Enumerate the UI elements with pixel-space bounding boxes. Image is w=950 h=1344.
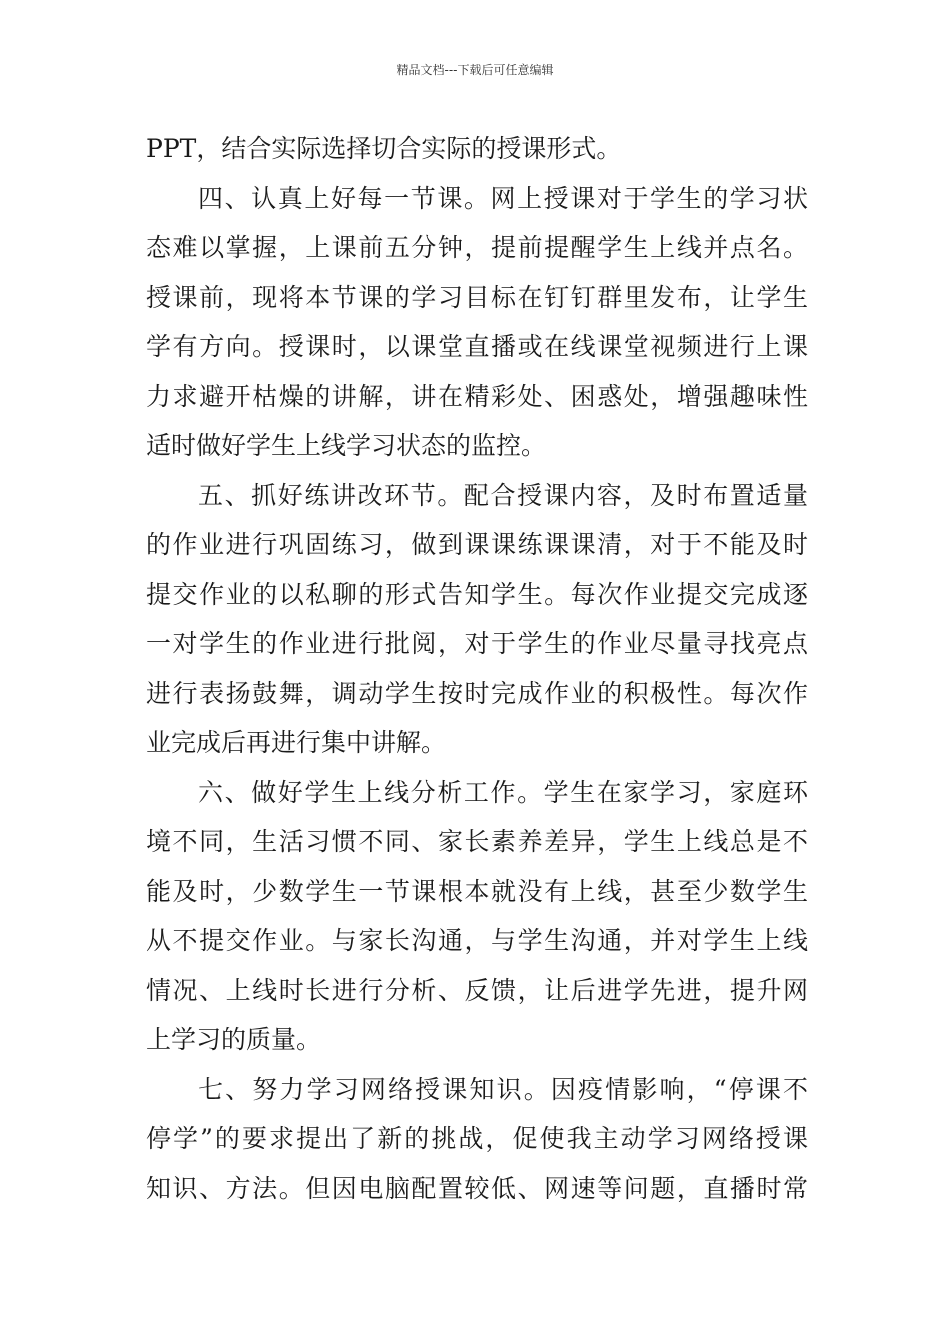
text-line: 的作业进行巩固练习，做到课课练课课清，对于不能及时 — [146, 530, 808, 559]
text-line: 从不提交作业。与家长沟通，与学生沟通，并对学生上线 — [146, 926, 808, 955]
text-line: 知识、方法。但因电脑配置较低、网速等问题，直播时常 — [146, 1173, 808, 1203]
text-line: 适时做好学生上线学习状态的监控。 — [146, 431, 547, 460]
text-line: 能及时，少数学生一节课根本就没有上线，甚至少数学生 — [146, 876, 808, 906]
text-line: 业完成后再进行集中讲解。 — [146, 728, 447, 757]
text-line: 学有方向。授课时，以课堂直播或在线课堂视频进行上课 — [146, 332, 808, 361]
paragraph-6-heading-line: 六、做好学生上线分析工作。学生在家学习，家庭环 — [198, 777, 808, 807]
text-line: 进行表扬鼓舞，调动学生按时完成作业的积极性。每次作 — [146, 678, 808, 708]
text-line: 提交作业的以私聊的形式告知学生。每次作业提交完成逐 — [146, 579, 808, 609]
page-header: 精品文档---下载后可任意编辑 — [396, 63, 554, 77]
text-line: PPT，结合实际选择切合实际的授课形式。 — [146, 134, 622, 163]
text-line: 一对学生的作业进行批阅，对于学生的作业尽量寻找亮点 — [146, 629, 808, 658]
text-line: 授课前，现将本节课的学习目标在钉钉群里发布，让学生 — [146, 282, 808, 312]
text-line: 上学习的质量。 — [146, 1025, 322, 1054]
text-line: 情况、上线时长进行分析、反馈，让后进学先进，提升网 — [146, 975, 808, 1005]
paragraph-4-heading-line: 四、认真上好每一节课。网上授课对于学生的学习状 — [198, 183, 808, 213]
document-body — [146, 124, 808, 1213]
text-line: 力求避开枯燥的讲解，讲在精彩处、困惑处，增强趣味性 — [146, 381, 808, 411]
paragraph-5-heading-line: 五、抓好练讲改环节。配合授课内容，及时布置适量 — [198, 480, 808, 510]
text-line: 境不同，生活习惯不同、家长素养差异，学生上线总是不 — [146, 827, 808, 856]
paragraph-7-heading-line: 七、努力学习网络授课知识。因疫情影响，“停课不 — [198, 1074, 808, 1104]
text-line: 态难以掌握，上课前五分钟，提前提醒学生上线并点名。 — [146, 233, 808, 262]
text-line: 停学”的要求提出了新的挑战，促使我主动学习网络授课 — [146, 1124, 808, 1153]
